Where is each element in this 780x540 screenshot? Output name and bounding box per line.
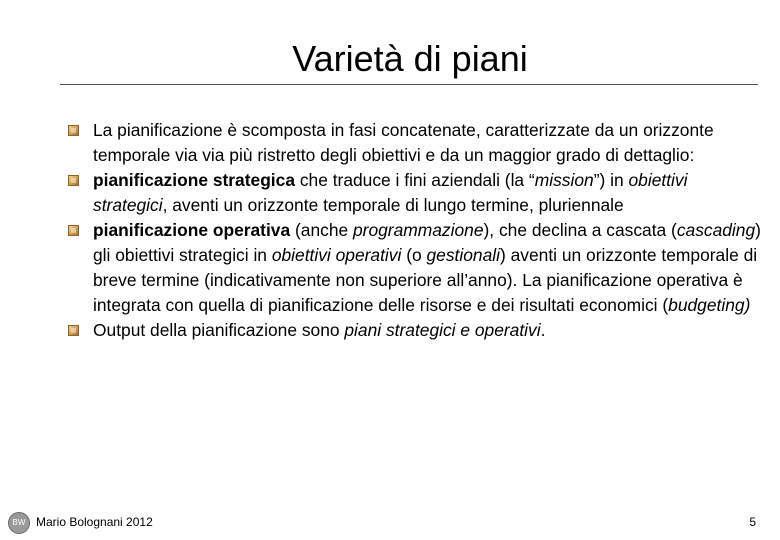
bullet-text-segment: budgeting) [668, 295, 751, 315]
bullet-text-segment: ) aventi un orizzonte temporale di breve termine (indicativamente non superiore all’anno). La pianificazione operativa è integrata con quella di pianificazione delle risorse e dei risultati economici ( [93, 245, 758, 315]
bullet-text-segment: ), che declina a cascata ( [483, 220, 677, 240]
bullet-text [93, 168, 766, 218]
bullet-item [66, 218, 766, 318]
bullet-text-segment: piani strategici e operativi [344, 320, 541, 340]
bullet-text-segment: cascading [676, 220, 756, 240]
bullet-text-segment: ) gli obiettivi strategici in [93, 220, 761, 265]
bullet-text-segment: mission [534, 170, 594, 190]
bullet-item [66, 118, 766, 168]
page-number: 5 [749, 515, 756, 529]
bullet-item [66, 168, 766, 218]
bullet-text-segment: (anche [290, 220, 353, 240]
bullet-text-segment: ”) in [593, 170, 629, 190]
bullet-square-icon [68, 225, 79, 236]
bullet-text-segment: , aventi un orizzonte temporale di lungo termine, pluriennale [162, 195, 624, 215]
bullet-square-icon [68, 125, 79, 136]
bullet-square-icon [68, 325, 79, 336]
bullet-text-segment: obiettivi operativi [271, 245, 402, 265]
title-divider [60, 84, 758, 85]
slide-title: Varietà di piani [292, 38, 528, 79]
bullet-text-segment: che traduce i fini aziendali (la “ [295, 170, 535, 190]
bullet-text [93, 218, 766, 318]
bullet-text-segment: . [540, 320, 546, 340]
bullet-text-segment: La pianificazione è scomposta in fasi concatenate, caratterizzate da un orizzonte temporale via via più ristretto degli obiettivi e da un maggior grado di dettaglio: [93, 120, 714, 165]
bullet-text-segment: (o [401, 245, 427, 265]
bw-logo-icon: BW [8, 512, 30, 534]
bullet-text-segment: gestionali [426, 245, 500, 265]
footer-author: Mario Bolognani 2012 [36, 515, 153, 529]
bullet-item [66, 318, 766, 343]
bullet-text-segment: Output della pianificazione sono [93, 320, 345, 340]
bullet-list [66, 118, 766, 343]
bullet-text [93, 318, 766, 343]
bullet-text-segment: pianificazione operativa [93, 220, 291, 240]
bullet-square-icon [68, 175, 79, 186]
bullet-text-segment: pianificazione strategica [93, 170, 295, 190]
bullet-text-segment: programmazione [353, 220, 484, 240]
bullet-text [93, 118, 766, 168]
bullet-text-segment: obiettivi strategici [93, 170, 688, 215]
